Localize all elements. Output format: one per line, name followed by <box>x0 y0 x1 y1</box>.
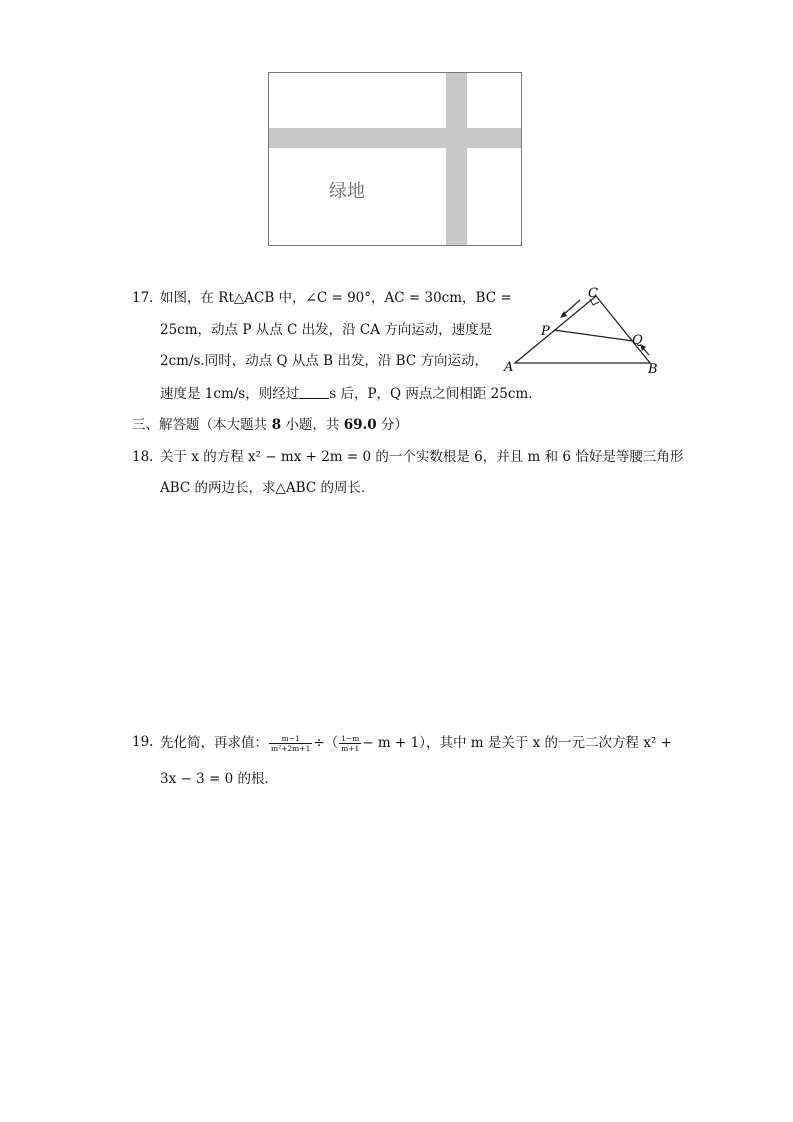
q19-frac1-den: m²+2m+1 <box>271 744 311 753</box>
q19-frac1-num: m−1 <box>269 734 312 744</box>
q19-frac2-den: m+1 <box>341 744 360 753</box>
section3-suffix: 分） <box>380 417 408 433</box>
q18-number: 18. <box>132 449 154 465</box>
label-a: A <box>504 360 514 375</box>
section3-header <box>132 419 408 433</box>
q17-line4-before: 速度是 1cm/s，则经过 <box>160 386 300 402</box>
label-q: Q <box>632 333 643 348</box>
section3-points: 69.0 <box>343 417 377 433</box>
q19-number: 19. <box>132 734 154 750</box>
q19-frac2-num: 1−m <box>341 734 360 743</box>
q17-line1: 如图，在 Rt△ACB 中，∠C = 90°，AC = 30cm，BC = <box>160 290 512 306</box>
garden-label: 绿地 <box>329 181 365 202</box>
q17-number: 17. <box>132 290 154 306</box>
label-b: B <box>648 362 658 377</box>
segment-pq <box>554 330 633 341</box>
section3-count: 8 <box>271 417 282 433</box>
q17-line3: 2cm/s.同时，动点 Q 从点 B 出发，沿 BC 方向运动， <box>160 353 488 369</box>
q17-line4 <box>160 386 542 402</box>
q17-line4-after: s 后，P，Q 两点之间相距 25cm． <box>329 386 542 402</box>
q17-line2: 25cm，动点 P 从点 C 出发，沿 CA 方向运动，速度是 <box>160 322 493 338</box>
arrow-ca-line <box>563 300 580 315</box>
q19-after: − m + 1），其中 m 是关于 x 的一元二次方程 x² + <box>362 735 672 751</box>
label-c: C <box>588 286 598 301</box>
q19-fraction2 <box>339 734 361 753</box>
q19-line1 <box>160 731 672 755</box>
q19-line2: 3x − 3 = 0 的根． <box>160 771 278 787</box>
vertical-road <box>446 73 467 245</box>
q19-prefix: 先化简，再求值： <box>160 735 268 751</box>
label-p: P <box>541 324 550 339</box>
q18-line2: ABC 的两边长，求△ABC 的周长． <box>160 480 375 496</box>
q19-fraction1 <box>269 734 312 753</box>
section3-middle: 小题，共 <box>285 417 340 433</box>
q18-line1: 关于 x 的方程 x² − mx + 2m = 0 的一个实数根是 6，并且 m 和 6 恰好是等腰三角形 <box>160 449 684 465</box>
section3-prefix: 三、解答题（本大题共 <box>132 417 267 433</box>
triangle-acb <box>515 296 650 363</box>
triangle-figure <box>500 282 665 377</box>
q19-div: ÷（ <box>313 735 339 751</box>
q17-answer-blank[interactable] <box>299 386 329 399</box>
horizontal-road <box>269 128 521 148</box>
garden-figure <box>268 72 522 246</box>
